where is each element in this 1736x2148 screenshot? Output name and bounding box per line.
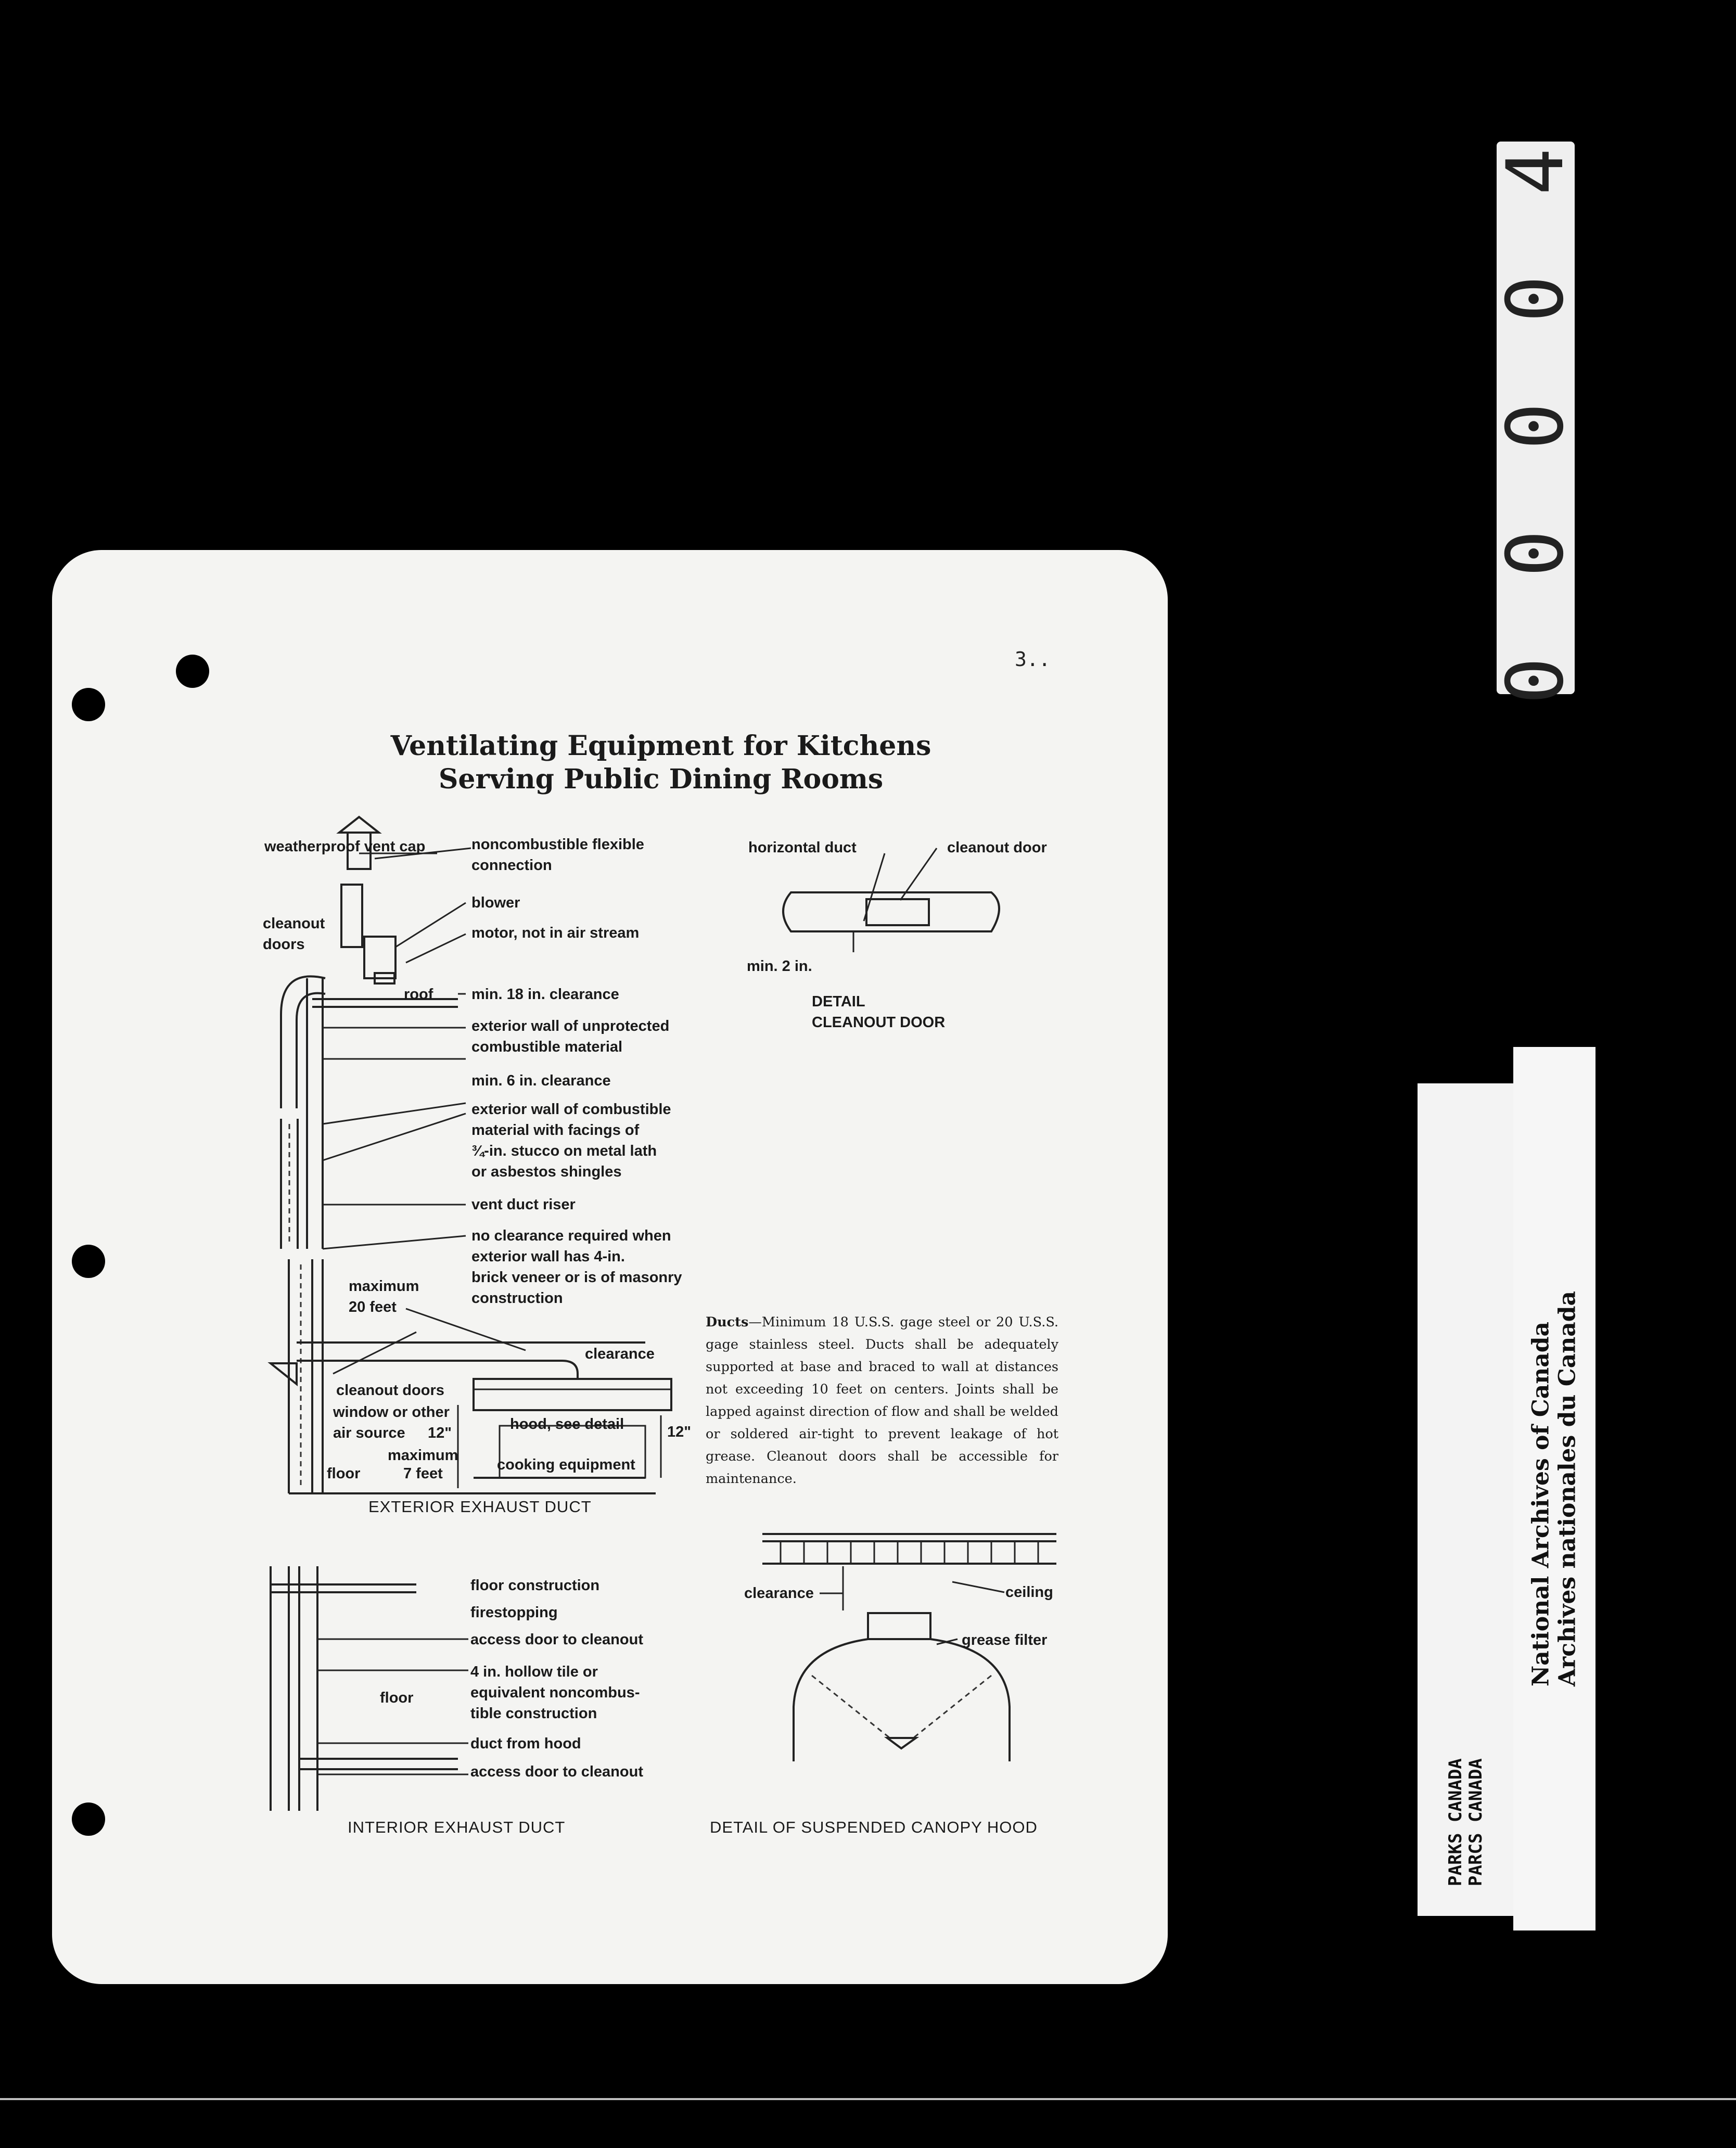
label-motor: motor, not in air stream — [471, 925, 640, 941]
parks-name-en: PARKS CANADA — [1445, 1758, 1466, 1886]
caption-interior-exhaust-duct: INTERIOR EXHAUST DUCT — [348, 1818, 566, 1836]
institution-en: National Archives of Canada — [1527, 1322, 1554, 1687]
label-flexible-connection-2: connection — [471, 857, 552, 874]
label-cleanout-doors: cleanout doors — [336, 1382, 444, 1399]
label-canopy-clearance: clearance — [744, 1585, 814, 1602]
label-min-6-clearance: min. 6 in. clearance — [471, 1072, 611, 1089]
label-interior-floor: floor — [380, 1690, 414, 1706]
label-hollow-tile-3: tible construction — [470, 1705, 597, 1722]
label-cleanout-door: cleanout door — [947, 839, 1047, 856]
label-maximum-7-1: maximum — [388, 1447, 458, 1464]
interior-duct-drawing — [271, 1566, 468, 1811]
label-ext-wall-1: exterior wall of unprotected — [471, 1018, 670, 1034]
label-combustible-4: or asbestos shingles — [471, 1164, 622, 1180]
label-no-clearance-1: no clearance required when — [471, 1228, 671, 1244]
page-number: 3.. — [1015, 648, 1051, 671]
label-horizontal-duct: horizontal duct — [748, 839, 857, 856]
label-cooking-equipment: cooking equipment — [497, 1456, 635, 1473]
caption-exterior-exhaust-duct: EXTERIOR EXHAUST DUCT — [368, 1498, 592, 1516]
label-ext-wall-2: combustible material — [471, 1039, 623, 1055]
label-hollow-tile-1: 4 in. hollow tile or — [470, 1664, 598, 1680]
ducts-paragraph — [706, 1311, 1058, 1490]
label-no-clearance-2: exterior wall has 4-in. — [471, 1248, 625, 1265]
label-cleanout-2: doors — [263, 936, 305, 953]
label-maximum-7-2: 7 feet — [403, 1465, 443, 1482]
label-hood-see-detail: hood, see detail — [510, 1416, 624, 1433]
label-min-18-clearance: min. 18 in. clearance — [471, 986, 619, 1003]
label-blower: blower — [471, 894, 520, 911]
label-access-door-2: access door to cleanout — [470, 1763, 643, 1780]
label-combustible-3: ¾-in. stucco on metal lath — [471, 1143, 657, 1159]
label-combustible-1: exterior wall of combustible — [471, 1101, 671, 1118]
label-firestopping: firestopping — [470, 1604, 558, 1621]
label-clearance: clearance — [585, 1346, 655, 1362]
parks-name-fr: PARCS CANADA — [1465, 1758, 1486, 1886]
caption-suspended-canopy-hood: DETAIL OF SUSPENDED CANOPY HOOD — [710, 1818, 1038, 1836]
label-combustible-2: material with facings of — [471, 1122, 640, 1139]
label-duct-from-hood: duct from hood — [470, 1735, 581, 1752]
label-12in-a: 12" — [428, 1425, 452, 1441]
label-floor-construction: floor construction — [470, 1577, 600, 1594]
caption-cleanout-door: CLEANOUT DOOR — [812, 1014, 946, 1031]
label-access-door-1: access door to cleanout — [470, 1631, 643, 1648]
label-ceiling: ceiling — [1005, 1584, 1053, 1601]
label-maximum-20-1: maximum — [349, 1278, 419, 1295]
institution-fr: Archives nationales du Canada — [1554, 1290, 1580, 1687]
label-roof: roof — [404, 986, 433, 1003]
label-no-clearance-3: brick veneer or is of masonry — [471, 1269, 682, 1286]
frame-counter-text: 0 0 0 0 4 — [1490, 131, 1581, 705]
ducts-body: —Minimum 18 U.S.S. gage steel or 20 U.S.S. gage stainless steel. Ducts shall be adequately supported at base and braced to wall at distances not exceeding 10 feet on centers. Joints shall be lapped against direction of flow and shall be welded or soldered air-tight to prevent leakage of hot grease. Cleanout doors shall be accessible for maintenance. — [706, 1314, 1058, 1487]
title-line-1: Ventilating Equipment for Kitchens — [390, 730, 931, 762]
caption-detail: DETAIL — [812, 993, 865, 1010]
label-window-1: window or other — [333, 1404, 450, 1421]
scan-edge-line — [0, 2098, 1736, 2100]
label-maximum-20-2: 20 feet — [349, 1299, 397, 1315]
label-floor: floor — [327, 1465, 361, 1482]
label-vent-duct-riser: vent duct riser — [471, 1196, 576, 1213]
title-line-2: Serving Public Dining Rooms — [438, 763, 884, 795]
label-grease-filter: grease filter — [962, 1632, 1048, 1648]
label-cleanout-1: cleanout — [263, 915, 325, 932]
ducts-lead: Ducts — [706, 1314, 749, 1330]
label-window-2: air source — [333, 1425, 405, 1441]
label-flexible-connection-1: noncombustible flexible — [471, 836, 644, 853]
label-no-clearance-4: construction — [471, 1290, 563, 1307]
label-12in-b: 12" — [667, 1424, 692, 1440]
label-min-2-in: min. 2 in. — [747, 958, 812, 975]
label-hollow-tile-2: equivalent noncombus- — [470, 1684, 640, 1701]
label-weatherproof-vent-cap: weatherproof vent cap — [264, 838, 426, 855]
cleanout-door-drawing — [783, 848, 999, 952]
